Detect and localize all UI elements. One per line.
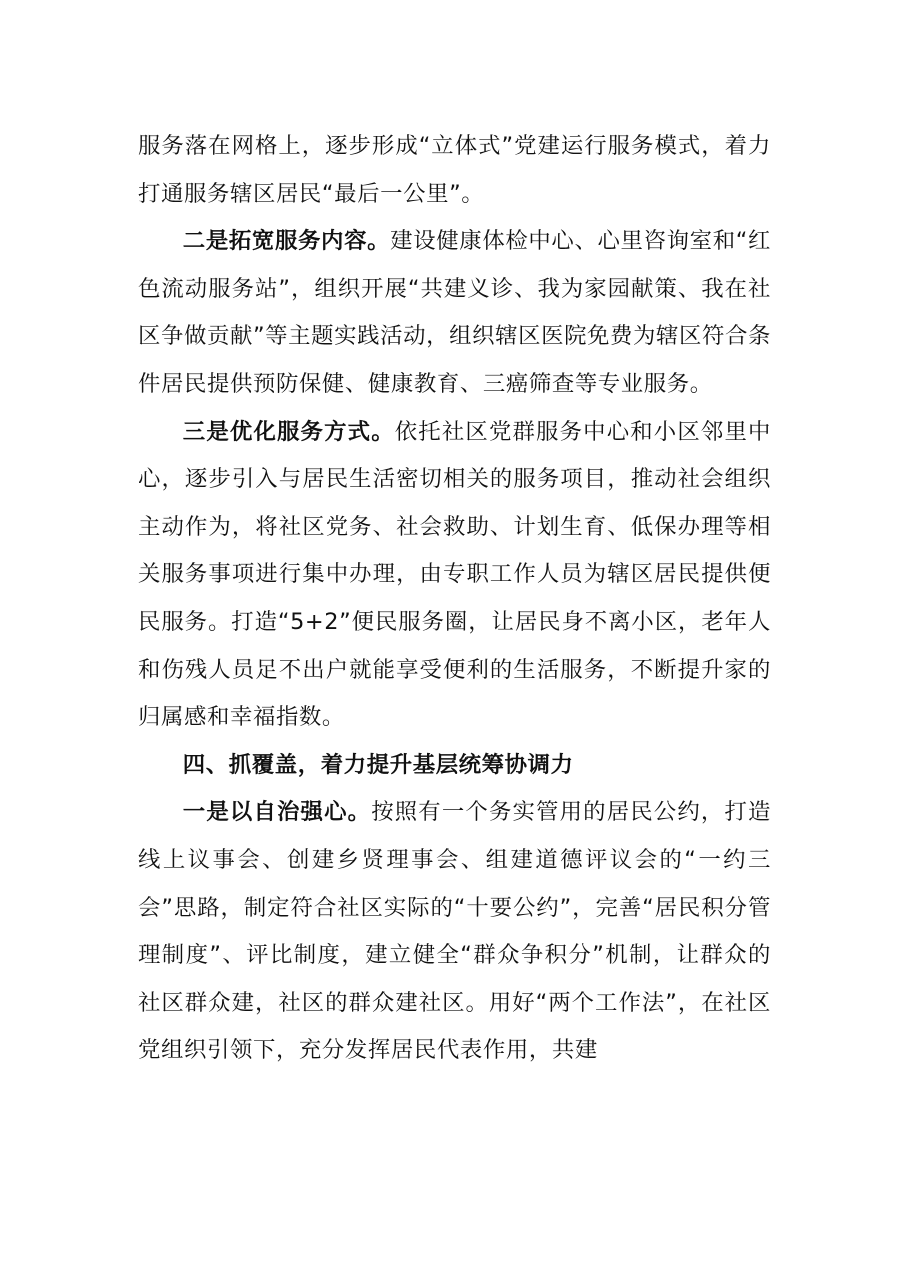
paragraph-text: 建设健康体检中心、心里咨询室和“红色流动服务站”，组织开展“共建义诊、我为家园献策、我在社区争做贡献”等主题实践活动，组织辖区医院免费为辖区符合条件居民提供预防保健、健康教育、三癌筛查等专业服务。 bbox=[138, 228, 771, 397]
paragraph-lead: 二是拓宽服务内容。 bbox=[182, 228, 391, 255]
paragraph-lead: 三是优化服务方式。 bbox=[182, 418, 395, 445]
paragraph-continuation bbox=[138, 123, 771, 218]
paragraph-text: 服务落在网格上，逐步形成“立体式”党建运行服务模式，着力打通服务辖区居民“最后一公里”。 bbox=[138, 133, 771, 207]
document-page bbox=[138, 123, 771, 1075]
paragraph-service-content bbox=[138, 218, 771, 408]
section-heading: 四、抓覆盖，着力提升基层统筹协调力 bbox=[182, 751, 574, 778]
paragraph-autonomy bbox=[138, 789, 771, 1075]
paragraph-lead: 一是以自治强心。 bbox=[182, 799, 372, 826]
paragraph-text: 依托社区党群服务中心和小区邻里中心，逐步引入与居民生活密切相关的服务项目，推动社会组织主动作为，将社区党务、社会救助、计划生育、低保办理等相关服务事项进行集中办理，由专职工作人员为辖区居民提供便民服务。打造“5+2”便民服务圈，让居民身不离小区，老年人和伤残人员足不出户就能享受便利的生活服务，不断提升家的归属感和幸福指数。 bbox=[138, 418, 771, 731]
paragraph-service-method bbox=[138, 409, 771, 742]
paragraph-text: 按照有一个务实管用的居民公约，打造线上议事会、创建乡贤理事会、组建道德评议会的“一约三会”思路，制定符合社区实际的“十要公约”，完善“居民积分管理制度”、评比制度，建立健全“群众争积分”机制，让群众的社区群众建，社区的群众建社区。用好“两个工作法”，在社区党组织引领下，充分发挥居民代表作用，共建 bbox=[138, 799, 771, 1064]
